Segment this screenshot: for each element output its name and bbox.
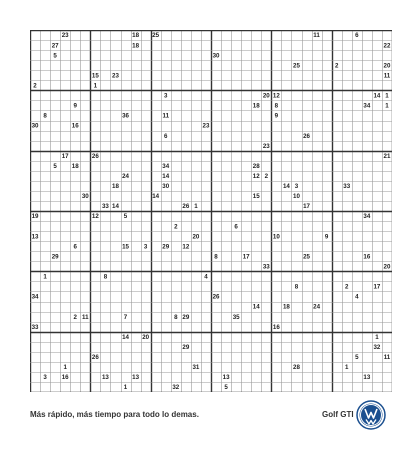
grid-number: 8 bbox=[174, 313, 178, 321]
grid-number: 20 bbox=[192, 233, 200, 241]
grid-number: 23 bbox=[202, 122, 210, 130]
grid-number: 1 bbox=[385, 102, 389, 110]
grid-number: 11 bbox=[162, 112, 170, 120]
number-grid-puzzle bbox=[30, 30, 392, 392]
grid-number: 11 bbox=[82, 313, 89, 321]
grid-number: 12 bbox=[272, 92, 280, 100]
grid-number: 35 bbox=[232, 313, 240, 321]
grid-number: 1 bbox=[63, 364, 67, 372]
grid-number: 34 bbox=[363, 102, 371, 110]
grid-number: 25 bbox=[152, 32, 160, 40]
grid-number: 20 bbox=[262, 92, 270, 100]
grid-number: 1 bbox=[375, 333, 379, 341]
grid-number: 9 bbox=[274, 112, 279, 120]
grid-number: 26 bbox=[212, 293, 220, 301]
grid-number: 11 bbox=[313, 32, 320, 40]
grid-number: 23 bbox=[61, 32, 69, 40]
grid-number: 5 bbox=[224, 384, 228, 392]
grid-number: 3 bbox=[294, 183, 299, 191]
grid-number: 34 bbox=[31, 293, 39, 301]
grid-number: 13 bbox=[132, 374, 140, 382]
grid-number: 20 bbox=[383, 263, 391, 271]
grid-number: 3 bbox=[143, 243, 148, 251]
grid-number: 14 bbox=[162, 173, 170, 181]
grid-number: 6 bbox=[73, 243, 77, 251]
grid-number: 21 bbox=[383, 152, 391, 160]
grid-number: 2 bbox=[73, 313, 77, 321]
grid-number: 33 bbox=[343, 183, 351, 191]
grid-number: 2 bbox=[33, 82, 37, 90]
grid-number: 19 bbox=[31, 213, 39, 221]
grid-number: 4 bbox=[204, 273, 208, 281]
grid-number: 14 bbox=[282, 183, 290, 191]
grid-number: 34 bbox=[162, 162, 170, 170]
grid-number: 7 bbox=[123, 313, 128, 321]
grid-number: 1 bbox=[385, 92, 389, 100]
grid-number: 15 bbox=[252, 193, 260, 201]
grid-number: 28 bbox=[252, 162, 260, 170]
grid-number: 17 bbox=[242, 253, 250, 261]
grid-number: 29 bbox=[162, 243, 170, 251]
grid-number: 1 bbox=[123, 384, 128, 392]
grid-number: 16 bbox=[61, 374, 69, 382]
grid-number: 26 bbox=[182, 203, 190, 211]
grid-number: 16 bbox=[363, 253, 371, 261]
grid-number: 8 bbox=[43, 112, 47, 120]
grid-number: 14 bbox=[122, 333, 129, 341]
grid-number: 8 bbox=[294, 283, 299, 291]
grid-number: 25 bbox=[303, 253, 310, 261]
grid-number: 29 bbox=[182, 343, 190, 351]
grid-number: 6 bbox=[164, 132, 168, 140]
grid-number: 32 bbox=[373, 343, 381, 351]
grid-number: 8 bbox=[214, 253, 218, 261]
grid-number: 22 bbox=[383, 42, 391, 50]
grid-number: 18 bbox=[282, 303, 290, 311]
grid-svg bbox=[30, 30, 392, 392]
grid-number: 26 bbox=[303, 132, 310, 140]
grid-number: 24 bbox=[122, 173, 129, 181]
grid-number: 29 bbox=[182, 313, 190, 321]
grid-number: 12 bbox=[182, 243, 190, 251]
product-name: Golf GTI bbox=[322, 410, 354, 419]
grid-number: 13 bbox=[222, 374, 230, 382]
grid-number: 13 bbox=[363, 374, 371, 382]
grid-number: 14 bbox=[373, 92, 381, 100]
grid-number: 23 bbox=[262, 142, 270, 150]
grid-number: 5 bbox=[53, 162, 57, 170]
grid-number: 11 bbox=[383, 354, 391, 362]
tagline: Más rápido, más tiempo para todo lo demas. bbox=[30, 410, 199, 419]
grid-number: 30 bbox=[31, 122, 39, 130]
grid-number: 1 bbox=[43, 273, 47, 281]
grid-number: 30 bbox=[162, 183, 170, 191]
grid-number: 26 bbox=[91, 152, 99, 160]
grid-number: 17 bbox=[373, 283, 381, 291]
vw-logo-icon bbox=[356, 400, 386, 430]
grid-number: 23 bbox=[112, 72, 119, 80]
grid-number: 10 bbox=[272, 233, 280, 241]
grid-number: 13 bbox=[101, 374, 109, 382]
grid-number: 1 bbox=[194, 203, 198, 211]
grid-number: 1 bbox=[93, 82, 98, 90]
grid-number: 18 bbox=[252, 102, 260, 110]
grid-number: 4 bbox=[355, 293, 359, 301]
grid-number: 28 bbox=[293, 364, 300, 372]
grid-number: 18 bbox=[71, 162, 79, 170]
grid-number: 6 bbox=[234, 223, 238, 231]
grid-number: 33 bbox=[101, 203, 109, 211]
grid-number: 34 bbox=[363, 213, 371, 221]
grid-number: 14 bbox=[252, 303, 260, 311]
grid-number: 17 bbox=[303, 203, 310, 211]
grid-number: 16 bbox=[272, 323, 280, 331]
grid-number: 5 bbox=[355, 354, 359, 362]
grid-number: 27 bbox=[51, 42, 59, 50]
grid-number: 33 bbox=[31, 323, 39, 331]
grid-number: 20 bbox=[142, 333, 150, 341]
grid-number: 2 bbox=[345, 283, 349, 291]
grid-number: 5 bbox=[123, 213, 128, 221]
grid-number: 14 bbox=[112, 203, 119, 211]
grid-number: 5 bbox=[53, 52, 57, 60]
grid-number: 11 bbox=[383, 72, 391, 80]
grid-number: 12 bbox=[252, 173, 260, 181]
grid-number: 1 bbox=[345, 364, 349, 372]
grid-number: 3 bbox=[43, 374, 47, 382]
grid-number: 2 bbox=[264, 173, 269, 181]
grid-number: 24 bbox=[313, 303, 321, 311]
grid-number: 25 bbox=[293, 62, 300, 70]
grid-number: 18 bbox=[132, 42, 140, 50]
grid-number: 13 bbox=[31, 233, 39, 241]
grid-number: 30 bbox=[212, 52, 220, 60]
grid-number: 36 bbox=[122, 112, 129, 120]
grid-number: 12 bbox=[91, 213, 99, 221]
grid-number: 26 bbox=[91, 354, 99, 362]
grid-number: 9 bbox=[73, 102, 77, 110]
grid-number: 18 bbox=[112, 183, 119, 191]
grid-number: 6 bbox=[355, 32, 359, 40]
grid-number: 8 bbox=[274, 102, 279, 110]
grid-number: 16 bbox=[71, 122, 79, 130]
grid-number: 18 bbox=[132, 32, 140, 40]
grid-number: 3 bbox=[164, 92, 168, 100]
grid-number: 2 bbox=[334, 62, 339, 70]
grid-number: 8 bbox=[103, 273, 108, 281]
grid-number: 15 bbox=[91, 72, 99, 80]
grid-number: 20 bbox=[383, 62, 391, 70]
grid-number: 9 bbox=[324, 233, 329, 241]
grid-number: 14 bbox=[152, 193, 160, 201]
grid-number: 30 bbox=[81, 193, 89, 201]
grid-number: 2 bbox=[174, 223, 178, 231]
grid-number: 31 bbox=[192, 364, 200, 372]
grid-number: 33 bbox=[262, 263, 270, 271]
grid-number: 17 bbox=[61, 152, 69, 160]
grid-number: 32 bbox=[172, 384, 180, 392]
grid-number: 29 bbox=[51, 253, 59, 261]
grid-number: 15 bbox=[122, 243, 129, 251]
grid-number: 10 bbox=[293, 193, 300, 201]
